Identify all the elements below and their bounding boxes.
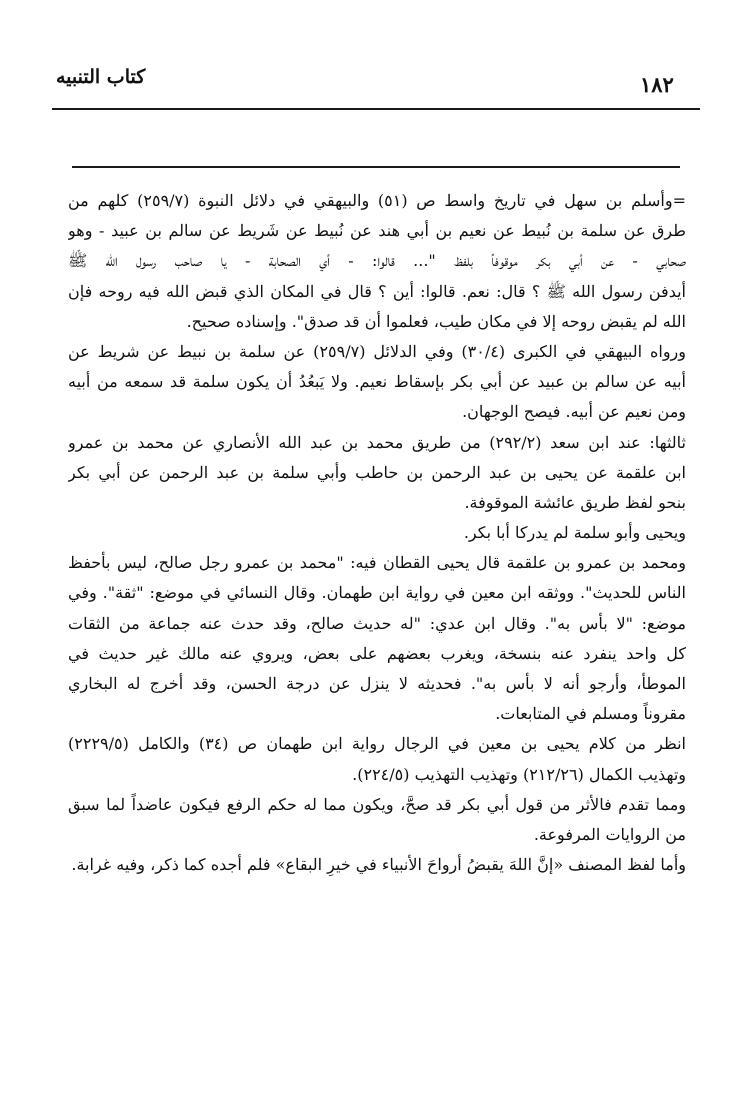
text-line: أبيه عن سالم بن عبيد عن أبي بكر بإسقاط نعيم. ولا يَبعُدُ أن يكون سلمة قد سمعه من أبيه (68, 372, 686, 392)
text-line: الله لم يقبض روحه إلا في مكان طيب، فعلموا أن قد صدق". وإسناده صحيح. (186, 311, 686, 331)
text-line: =وأسلم بن سهل في تاريخ واسط ص (٥١) والبيهقي في دلائل النبوة (٢٥٩/٧) كلهم من (68, 191, 686, 210)
text-line: وأما لفظ المصنف «إنَّ اللهَ يقبضُ أرواحَ الأنبياء في خيرِ البقاع» فلم أجده كما ذكر، وفيه غرابة. (71, 855, 686, 875)
section-divider (72, 166, 680, 168)
text-line: ابن علقمة عن يحيى بن عبد الرحمن بن حاطب وأبي سلمة بن عبد الرحمن عن أبي بكر (68, 462, 686, 482)
text-line: ثالثها: عند ابن سعد (٢٩٢/٢) من طريق محمد بن عبد الله الأنصاري عن محمد بن عمرو (68, 432, 686, 452)
text-line: وتهذيب الكمال (٢١٢/٢٦) وتهذيب التهذيب (٢٢٤/٥). (352, 764, 686, 784)
text-line: الموطأ، وأرجو أنه لا بأس به". فحديثه لا ينزل عن درجة الحسن، وقد أخرج له البخاري (68, 674, 686, 693)
text-line: ومن نعيم عن أبيه. فيصح الوجهان. (462, 402, 686, 422)
running-title: كتاب التنبيه (56, 66, 146, 88)
text-line: صحابي - عن أبي بكر موقوفاً بلفظ "... قالوا: - أي الصحابة - يا صاحب رسول الله ﷺ (68, 251, 686, 271)
text-line: ورواه البيهقي في الكبرى (٣٠/٤) وفي الدلائل (٢٥٩/٧) عن سلمة بن نبيط عن شريط عن (68, 341, 686, 361)
body-text (68, 186, 686, 880)
text-line: ومما تقدم فالأثر من قول أبي بكر قد صحَّ، ويكون مما له حكم الرفع فيكون عاضداً لما سبق (68, 794, 686, 814)
text-line: ومحمد بن عمرو بن علقمة قال يحيى القطان فيه: "محمد بن عمرو رجل صالح، ليس بأحفظ (68, 553, 686, 573)
text-line: موضع: "لا بأس به". وقال ابن عدي: "له حديث صالح، وقد حدث عنه جماعة من الثقات (68, 613, 686, 633)
text-line: ويحيى وأبو سلمة لم يدركا أبا بكر. (463, 523, 686, 543)
page-number: ١٨٢ (640, 72, 674, 97)
text-line: من الروايات المرفوعة. (533, 824, 686, 844)
text-line: بنحو لفظ طريق عائشة الموقوفة. (464, 492, 686, 512)
text-line: أيدفن رسول الله ﷺ ؟ قال: نعم. قالوا: أين ؟ قال في المكان الذي قبض الله فيه روحه فإن (68, 281, 686, 301)
text-line: طرق عن سلمة بن نُبيط عن نعيم بن أبي هند عن نُبيط عن شَريط عن سالم بن عبيد - وهو (68, 221, 686, 241)
text-line: كل واحد ينفرد عنه بنسخة، ويغرب بعضهم على بعض، ويروي عنه مالك غير حديث في (68, 643, 686, 663)
header-rule (52, 108, 700, 110)
text-line: الناس للحديث". ووثقه ابن معين في رواية ابن طهمان. وقال النسائي في موضع: "ثقة". وفي (68, 583, 686, 603)
text-line: انظر من كلام يحيى بن معين في الرجال رواية ابن طهمان ص (٣٤) والكامل (٢٢٢٩/٥) (68, 734, 686, 754)
text-line: مقروناً ومسلم في المتابعات. (495, 704, 686, 724)
